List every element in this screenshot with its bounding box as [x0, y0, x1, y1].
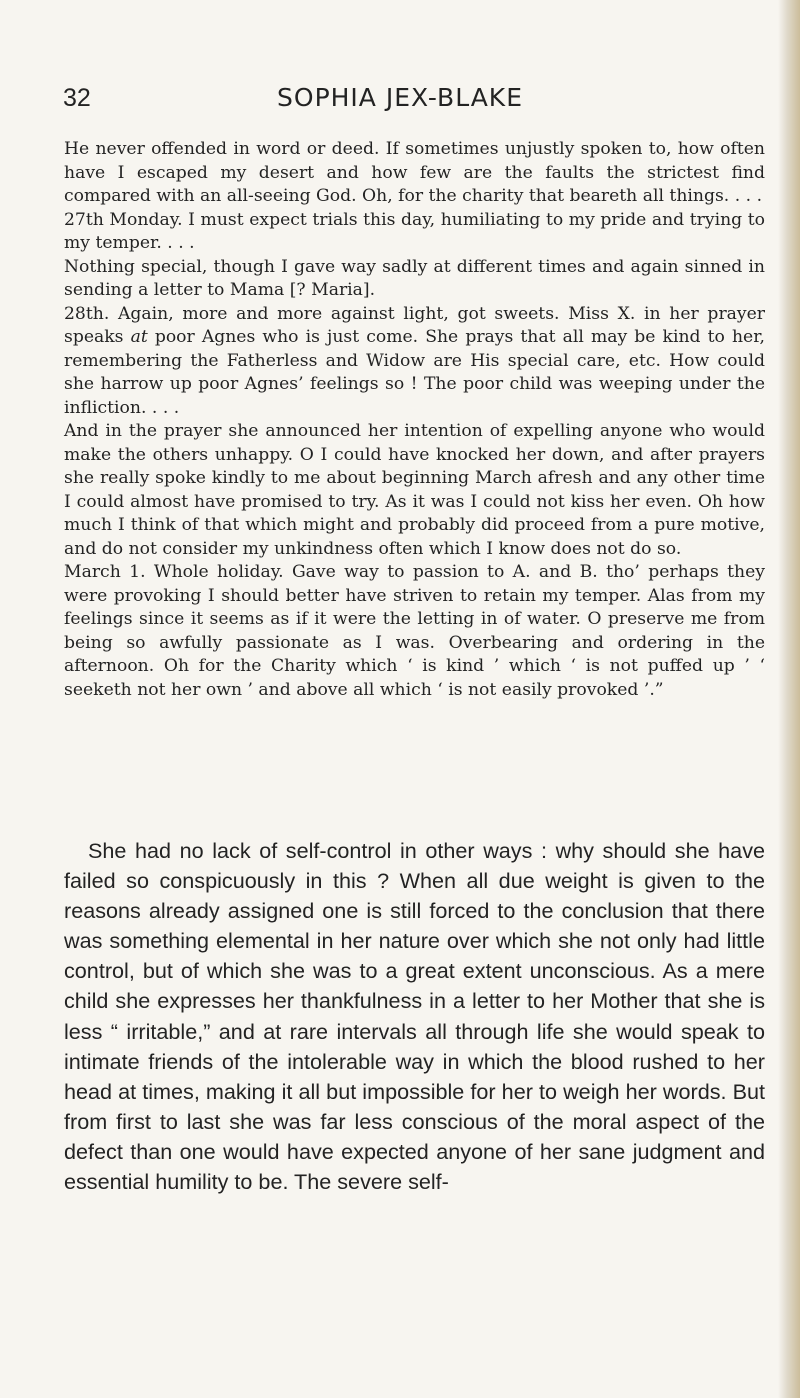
diary-excerpt: [64, 138, 765, 702]
diary-paragraph: March 1. Whole holiday. Gave way to passion to A. and B. tho’ perhaps they were provoking I should better have striven to retain my temper. Alas from my feelings since it seems as if it were the letting in of water. O preserve me from being so awfully passionate as I was. Overbearing and ordering in the afternoon. Oh for the Charity which ‘ is kind ’ which ‘ is not puffed up ’ ‘ seeketh not her own ’ and above all which ‘ is not easily provoked ’.”: [64, 562, 765, 700]
diary-paragraph: [64, 303, 765, 421]
diary-paragraph: 27th Monday. I must expect trials this day, humiliating to my pride and trying to my temper. . . .: [64, 209, 765, 253]
page-number: 32: [63, 84, 91, 112]
diary-paragraph: Nothing special, though I gave way sadly at different times and again sinned in sending a letter to Mama [? Maria].: [64, 256, 765, 300]
diary-paragraph: He never offended in word or deed. If sometimes unjustly spoken to, how often have I escaped my desert and how few are the faults the strictest find compared with an all-seeing God. Oh, for the charity that beareth all things. . . .: [64, 139, 765, 206]
running-title: SOPHIA JEX-BLAKE: [277, 83, 523, 112]
body-text: [64, 836, 765, 1197]
body-paragraph: She had no lack of self-control in other ways : why should she have failed so conspicuously in this ? When all due weight is given to the reasons already assigned one is still forced to the conclusion that there was something elemental in her nature over which she not only had little control, but of which she was to a great extent unconscious. As a mere child she expresses her thankfulness in a letter to her Mother that she is less “ irritable,” and at rare intervals all through life she would speak to intimate friends of the intolerable way in which the blood rushed to her head at times, making it all but impossible for her to weigh her words. But from first to last she was far less conscious of the moral aspect of the defect than one would have expected anyone of her sane judgment and essential humility to be. The severe self-: [64, 838, 765, 1195]
diary-text: poor Agnes who is just come. She prays that all may be kind to her, remembering the Fatherless and Widow are His special care, etc. How could she harrow up poor Agnes’ feelings so ! The poor child was weeping under the infliction. . . .: [64, 327, 765, 418]
diary-emphasis: at: [130, 327, 148, 347]
diary-paragraph: And in the prayer she announced her intention of expelling anyone who would make the others unhappy. O I could have knocked her down, and after prayers she really spoke kindly to me about beginning March afresh and any other time I could almost have promised to try. As it was I could not kiss her even. Oh how much I think of that which might and probably did proceed from a pure motive, and do not consider my unkindness often which I know does not do so.: [64, 421, 765, 559]
page-edge-shadow: [778, 0, 800, 1398]
running-head: [0, 82, 800, 118]
diary-text: 28th. Again, more and more against light, got sweets. Miss X. in her prayer speaks: [64, 303, 765, 347]
